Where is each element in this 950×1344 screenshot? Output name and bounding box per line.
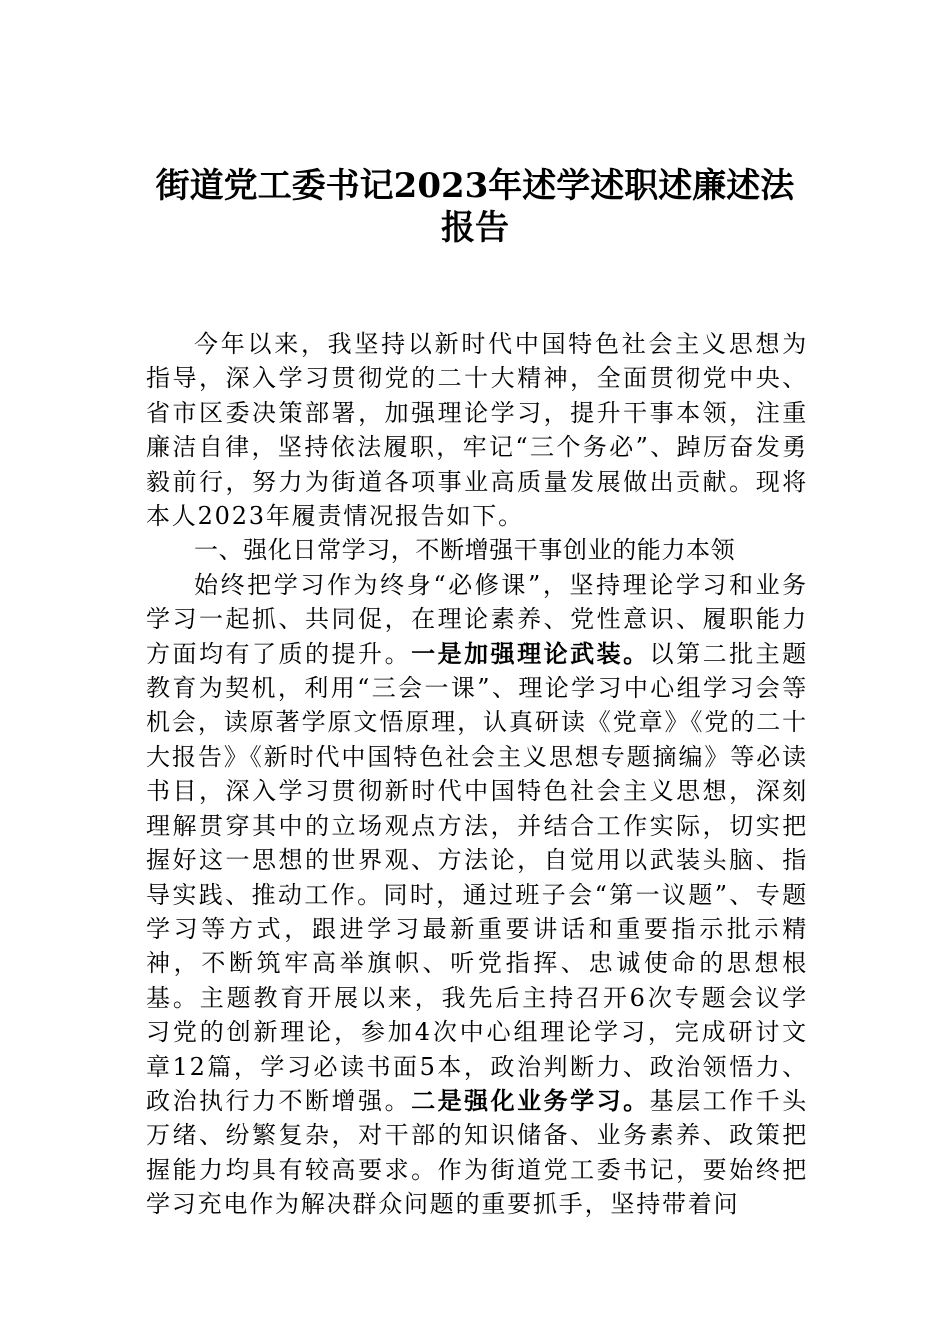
section-1-heading: 一、强化日常学习，不断增强干事创业的能力本领 <box>194 536 736 565</box>
paragraph-lead-text: 始终把学习作为终身“必修课”，坚持理论学习和业务学习一起抓、共同促，在理论素养、党性意识、履职能力方面均有了质的提升。 <box>146 570 808 668</box>
section-1-paragraph <box>146 568 808 1222</box>
document-title-line-2: 报告 <box>441 208 509 248</box>
document-title-line-1: 街道党工委书记2023年述学述职述廉述法 <box>155 166 795 206</box>
intro-paragraph: 今年以来，我坚持以新时代中国特色社会主义思想为指导，深入学习贯彻党的二十大精神，全面贯彻党中央、省市区委决策部署，加强理论学习，提升干事本领，注重廉洁自律，坚持依法履职，牢记“三个务必”、踔厉奋发勇毅前行，努力为街道各项事业高质量发展做出贡献。现将本人2023年履责情况报告如下。 <box>146 330 808 531</box>
point-2-label: 二是强化业务学习。 <box>411 1085 650 1115</box>
point-2-text: 基层工作千头万绪、纷繁复杂，对干部的知识储备、业务素养、政策把握能力均具有较高要求。作为街道党工委书记，要始终把学习充电作为解决群众问题的重要抓手，坚持带着问 <box>146 1086 808 1219</box>
point-1-label: 一是加强理论武装。 <box>411 638 650 668</box>
point-1-text: 以第二批主题教育为契机，利用“三会一课”、理论学习中心组学习会等机会，读原著学原文悟原理，认真研读《党章》《党的二十大报告》《新时代中国特色社会主义思想专题摘编》等必读书目，深入学习贯彻新时代中国特色社会主义思想，深刻理解贯穿其中的立场观点方法，并结合工作实际，切实把握好这一思想的世界观、方法论，自觉用以武装头脑、指导实践、推动工作。同时，通过班子会“第一议题”、专题学习等方式，跟进学习最新重要讲话和重要指示批示精神，不断筑牢高举旗帜、听党指挥、忠诚使命的思想根基。主题教育开展以来，我先后主持召开6次专题会议学习党的创新理论，参加4次中心组理论学习，完成研讨文章12篇，学习必读书面5本，政治判断力、政治领悟力、政治执行力不断增强。 <box>146 639 808 1115</box>
document-body <box>146 327 808 1222</box>
